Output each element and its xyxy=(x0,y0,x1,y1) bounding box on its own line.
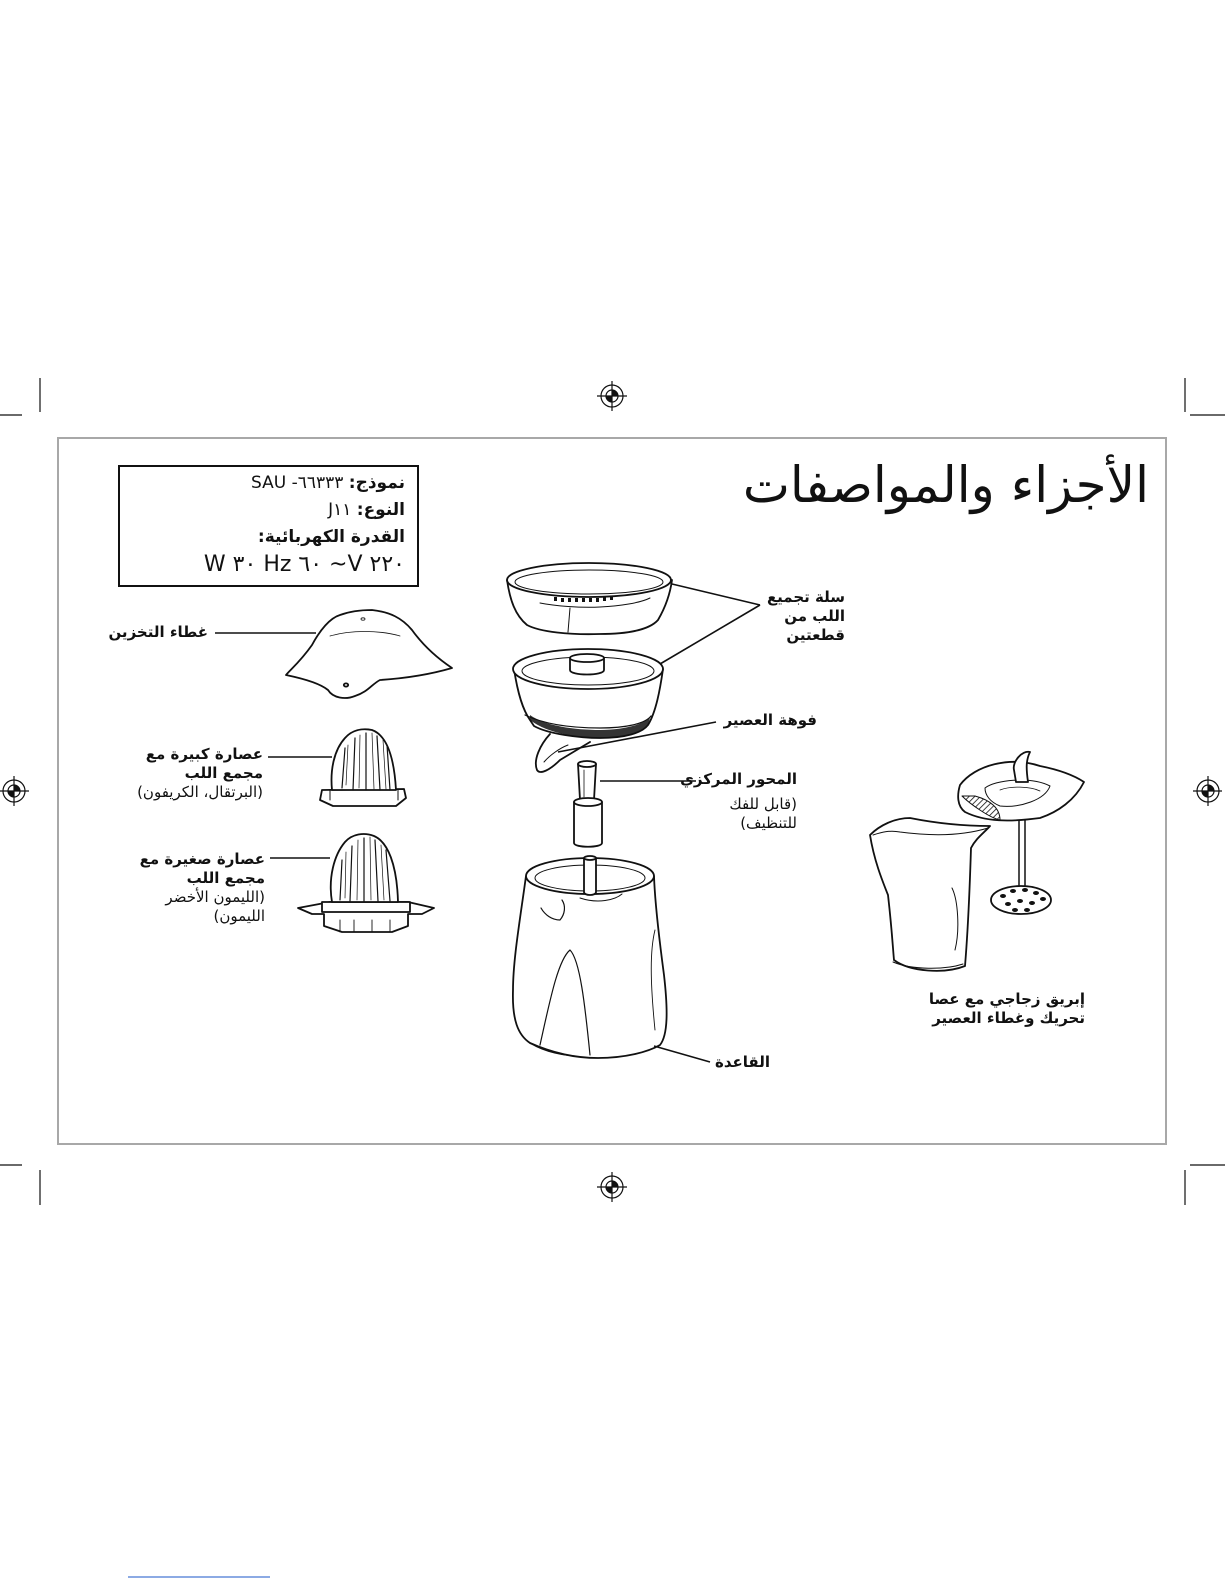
label-pitcher xyxy=(929,990,1085,1028)
juice-spout-title: فوهة العصير xyxy=(723,711,817,729)
label-large-reamer xyxy=(137,745,263,802)
spec-box xyxy=(118,465,419,587)
center-shaft-note-2: للتنظيف) xyxy=(740,814,797,832)
registration-mark-icon xyxy=(597,1172,627,1202)
spec-type-label: النوع: xyxy=(356,500,405,520)
label-small-reamer xyxy=(140,850,265,926)
base-title: القاعدة xyxy=(715,1053,770,1071)
large-reamer-title-1: عصارة كبيرة مع xyxy=(145,745,263,763)
spec-power-label-row xyxy=(130,524,405,551)
small-reamer-note-1: (الليمون الأخضر xyxy=(165,888,265,906)
registration-mark-icon xyxy=(0,776,29,806)
label-storage-cover xyxy=(108,623,208,642)
large-reamer-title-2: مجمع اللب xyxy=(184,764,263,782)
label-base xyxy=(715,1053,770,1072)
spec-power-value: ٢٢٠ V~ ٦٠ Hz ٣٠ W xyxy=(203,552,405,577)
storage-cover-title: غطاء التخزين xyxy=(108,623,208,641)
pulp-basket-line-2: اللب من xyxy=(784,607,845,625)
large-reamer-note: (البرتقال، الكريفون) xyxy=(137,783,263,801)
spec-type xyxy=(130,497,405,524)
label-pulp-basket xyxy=(767,588,845,645)
registration-mark-icon xyxy=(1193,776,1222,806)
spec-model-label: نموذج: xyxy=(348,473,405,493)
label-juice-spout xyxy=(724,711,817,730)
small-reamer-title-1: عصارة صغيرة مع xyxy=(139,850,265,868)
pulp-basket-line-1: سلة تجميع xyxy=(766,588,845,606)
spec-power-label: القدرة الكهربائية: xyxy=(257,527,405,547)
spec-model xyxy=(130,470,405,497)
pitcher-line-1: إبريق زجاجي مع عصا xyxy=(928,990,1085,1008)
small-reamer-title-2: مجمع اللب xyxy=(186,869,265,887)
pitcher-line-2: تحريك وغطاء العصير xyxy=(932,1009,1085,1027)
registration-mark-icon xyxy=(597,381,627,411)
center-shaft-note-1: (قابل للفك xyxy=(729,795,797,813)
spec-model-value: ٦٦٣٣٣- SAU xyxy=(250,473,344,493)
label-center-shaft xyxy=(680,770,797,833)
center-shaft-title: المحور المركزي xyxy=(680,770,797,788)
pulp-basket-line-3: قطعتين xyxy=(786,626,845,644)
page-title: الأجزاء والمواصفات xyxy=(742,456,1149,514)
spec-type-value: J١١ xyxy=(328,500,352,520)
small-reamer-note-2: الليمون) xyxy=(213,907,265,925)
